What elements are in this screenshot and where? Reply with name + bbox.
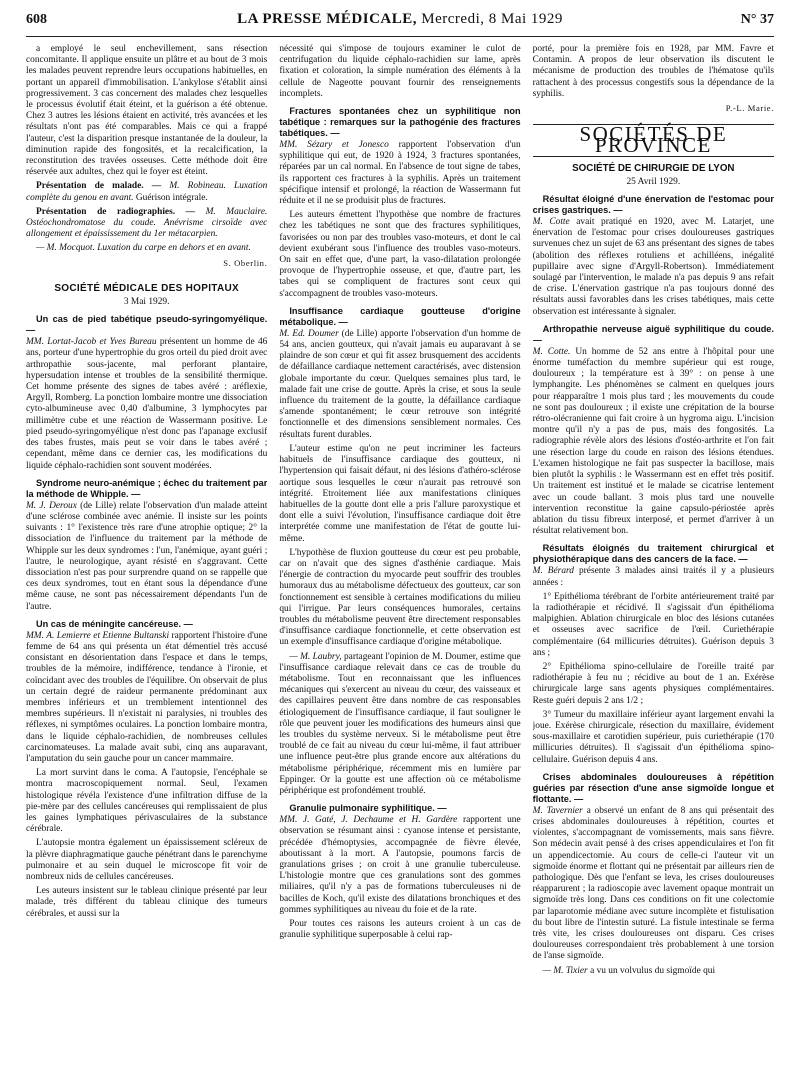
item-author: M. Mauclaire. Ostéochondromatose du coude. Anévrisme cirsoïde avec allongement et épaississement du 1er métacarpien. <box>26 206 268 240</box>
paragraph: La mort survint dans le coma. A l'autopsie, l'encéphale se montra macroscopiquement normal. Seul, l'examen histologique révéla l'existence d'une infiltration diffuse de la pie-mère par des cellules cancéreuses qui remplissaient de plus les gaines lymphatiques périvasculaires de la substance cérébrale. <box>26 768 268 835</box>
paragraph: Les auteurs insistent sur le tableau clinique présenté par leur malade, très différent du tableau clinique des tumeurs cérébrales, et aussi sur la <box>26 886 268 919</box>
signature: P.-L. Marie. <box>725 103 774 114</box>
article-body <box>279 329 520 441</box>
article-authors: M. Bérard <box>532 566 574 577</box>
paragraph: nécessité qui s'impose de toujours examiner le culot de centrifugation du liquide céphalo-rachidien sur lame, après fixation et coloration, la simple numération des éléments à la cellule de Nageotte pouvant fournir des renseignements incomplets. <box>279 44 521 99</box>
article-text: rapportent l'histoire d'une femme de 64 ans qui présenta un état démentiel très accusé consistant en désorientation dans l'espace et dans le temps, troubles de la mémoire, indifférence, tendance à l'ironie, et coïncidant avec des troubles de l'équilibre. On observait de plus un certain degré de raideur permanente prédominant aux membres inférieurs et un tremblement intentionnel des membres supérieurs. Il n'existait ni paralysies, ni troubles des réflexes, ni symptômes oculaires. La ponction lombaire montra, dans le liquide céphalo-rachidien, de nombreuses cellules carcinomateuses. La malade avait subi, cinq ans auparavant, l'amputation du sein gauche pour un cancer mammaire. <box>26 630 268 764</box>
article-title: Résultat éloigné d'une énervation de l'estomac pour crises gastriques. — <box>532 194 774 216</box>
column-3 <box>533 44 774 1078</box>
section-heading: SOCIÉTÉS DE PROVINCE <box>579 122 728 158</box>
article-body <box>26 337 267 471</box>
article-text: partageant l'opinion de M. Doumer, estime que l'insuffisance cardiaque relevait dans ce cas de trouble du métabolisme. Tout en reconnaissant que les influences mécaniques qui s'exercent au niveau du cœur, des vaisseaux et des capillaires peuvent être dans nombre de cas responsables étiologiquement de l'insuffisance cardiaque, il faut souligner le rôle que peuvent jouer les modifications des humeurs ainsi que les troubles du système nerveux. Si le métabolisme peut être troublé de ce fait au niveau du cœur lui-même, il faut attribuer une influence peut-être plus grande encore aux altérations du métabolisme périphérique, récemment mis en lumière par Eppinger. Or la goutte est une affection où ce métabolisme périphérique est profondément troublé. <box>279 651 521 796</box>
paragraph <box>26 207 267 241</box>
list-item: 3° Tumeur du maxillaire inférieur ayant largement envahi la joue. Exérèse chirurgicale, résection du maxillaire, évidement sous-maxillaire et carotidien supérieur, puis curiethérapie (170 millicuries détruites). Il s'agissait d'un épithélioma spino-cellulaire. Guérison depuis 4 ans. <box>532 709 774 765</box>
journal-title: LA PRESSE MÉDICALE, <box>237 11 418 27</box>
column-2 <box>279 44 520 1078</box>
article-body <box>26 631 267 765</box>
subsection-date: 25 Avril 1929. <box>626 176 681 187</box>
paragraph: L'hypothèse de fluxion goutteuse du cœur est peu probable, car on n'avait que des signes d'asthénie cardiaque. Mais l'énergie de contraction du myocarde peut souffrir des troubles humoraux dus au métabolisme défectueux des goutteux, car son fonctionnement est sensible à certaines modifications du milieu qui l'irrigue. Par leurs conséquences humorales, certains troubles du métabolisme peuvent être directement responsables d'insuffisance cardiaque fonctionnelle, et cette observation est un exemple d'insuffisance cardiaque d'origine métabolique. <box>279 547 521 648</box>
paragraph <box>26 181 267 203</box>
columns <box>26 44 774 1078</box>
list-item: 1° Epithélioma térébrant de l'orbite antérieurement traité par la radiothérapie et récidivé. Il s'agissait d'un épithélioma malpighien. Ablation chirurgicale en bloc des lésions cutanées et osseuses avec sacrifice de l'œil. Curiethérapie complémentaire (64 millicuries détruites). Guérison depuis 3 ans ; <box>532 591 774 658</box>
article-authors: M. Ed. Doumer <box>279 328 339 339</box>
article-authors: MM. A. Lemierre et Etienne Bultanski <box>26 630 170 641</box>
article-authors: MM. Lortat-Jacob et Yves Bureau <box>26 337 157 348</box>
paragraph <box>279 652 520 798</box>
issue-number: N° 37 <box>740 12 774 27</box>
item-author: M. Robineau. Luxation complète du genou en avant. <box>26 181 268 203</box>
paragraph: L'auteur estime qu'on ne peut incriminer les facteurs habituels de l'insuffisance cardiaque des goutteux, ni l'hypertension qui faisait défaut, ni des lésions d'athéro-sclérose aortique sous lesquelles le cœur n'aurait pas retrouvé son intégrité. Etroitement liée aux manifestations cliniques habituelles de la goutte dont elle a pris l'allure paroxystique et dont elle a suivi l'évolution, l'insuffisance cardiaque doit être interprétée comme une manifestation de l'état de goutte lui-même. <box>279 443 521 544</box>
article-text: a vu un volvulus du sigmoïde qui <box>587 965 716 976</box>
issue-date: Mercredi, 8 Mai 1929 <box>421 11 563 27</box>
article-body <box>279 140 520 207</box>
article-body <box>533 217 774 318</box>
article-body <box>533 347 774 537</box>
subsection-title: SOCIÉTÉ DE CHIRURGIE DE LYON <box>572 162 735 174</box>
article-body <box>533 566 774 588</box>
section-date: 3 Mai 1929. <box>123 297 170 308</box>
article-text: présentent un homme de 46 ans, porteur d'une hypertrophie du gros orteil du pied droit avec arthropathie sous-jacente, mal perforant plantaire, hypersudation intense et troubles de la sensibilité thermique. Cet homme présente des signes de tabes avéré : aréflexie, Argyll, Romberg. La ponction lombaire montre une dissociation cyto-albumineuse avec 0,40 d'albumine, 3 lymphocytes par millimètre cube et une réaction de Wassermann positive. Le pied pseudo-syringomyélique n'est donc pas l'apanage exclusif des tabes frustes, mais peut se voir dans le tabes avéré ; cependant, même dans ce dernier cas, les modifications du liquide céphalo-rachidien sont souvent modérées. <box>26 337 268 471</box>
article-authors: M. Cotte <box>532 217 570 228</box>
article-text: rapportent une observation se résumant ainsi : cyanose intense et persistante, précédée d'hémoptysies, accompagnée de fièvre élevée, aboutissant à la mort. A l'autopsie, poumons farcis de granulations grises ; on croit à une granulie tuberculeuse. L'histologie montre que ces granulations sont des gommes miliaires, qu'il n'y a pas de formations tuberculeuses ni de bacilles de Koch, qu'il existe des dilatations bronchiques et des gommes syphilitiques au niveau du foie et de la rate. <box>279 815 521 915</box>
article-title: Arthropathie nerveuse aiguë syphilitique du coude. — <box>532 323 774 345</box>
article-authors: M. Tavernier <box>532 805 583 816</box>
article-title: Syndrome neuro-anémique ; échec du traitement par la méthode de Whipple. — <box>26 477 268 499</box>
article-text: (de Lille) relate l'observation d'un malade atteint d'une sclérose combinée avec anémie. Il insiste sur les points suivants : 1° l'existence très rare d'une atrophie optique; 2° la dissociation de l'influence du traitement par la méthode de Whipple sur les deux syndromes : l'un, l'anémique, ayant guéri ; l'autre, le neurologique, ayant résisté en s'aggravant. Cette dissociation n'est pas pour surprendre quand on se rappelle que ces deux syndromes, tout en étant sous la dépendance d'une même cause, ne sont pas nécessairement dépendants l'un de l'autre. <box>26 500 268 612</box>
page-number: 608 <box>26 12 47 27</box>
article-title: Insuffisance cardiaque goutteuse d'origine métabolique. — <box>279 305 521 327</box>
article-text: (de Lille) apporte l'observation d'un homme de 54 ans, ancien goutteux, qui n'avait jamais eu auparavant à se plaindre de son cœur et qui fit assez brusquement des accidents de défaillance cardiaque nettement caractérisés, avec distension globale importante du cœur. Quelques semaines plus tard, le malade fait une crise de goutte. Après la crise, et sous la seule influence du traitement de la goutte, la défaillance cardiaque s'amende spontanément; le cœur retrouve son intégrité fonctionnelle et des dimensions sensiblement normales. Ces résultats furent durables. <box>279 328 521 440</box>
item-lead: Présentation de malade. — <box>36 181 162 192</box>
paragraph: a employé le seul enchevillement, sans résection concomitante. Il applique ensuite un plâtre et au bout de 3 mois les malades peuvent reprendre leurs occupations habituelles, en portant un appareil d'immobilisation. L'ankylose s'établit ainsi progressivement. 3 cas concernent des malades chez lesquelles le processus évolutif était éteint, et la guérison a été obtenue. Chez 3 autres les lésions étaient en activité, très avancées et les résultats n'ont pas été comparables. Mais ce qui a frappé l'auteur, c'est la disparition presque instantanée de la douleur, la diminution rapide des fongosités, et la recalcification, la reconstitution des travées osseuses. Cette méthode doit être réservée aux adultes, chez qui le foyer est éteint. <box>26 44 268 178</box>
article-text: présente 3 malades ainsi traités il y a plusieurs années : <box>532 566 774 588</box>
article-text: a observé un enfant de 8 ans qui présentait des crises abdominales douloureuses à répétition, courtes et violentes, s'accompagnant de vomissements, mais sans fièvre. Son médecin avait pensé à des crises appendiculaires et l'on fit un appendicectomie. Au cours de celle-ci l'auteur vit un sigmoïde énorme et flottant qui ne présentait par ailleurs rien de pathologique. Dès que l'enfant se leva, les crises douloureuses réapparurent ; la radioscopie avec lavement opaque montrait un sigmoïde très long. Dans ces conditions on fit une colectomie par laparotomie médiane avec suture incomplète et fistulisation du bout libre de l'intestin suturé. La fistule intestinale se ferma très vite, les crises douloureuses ont disparu. Ces crises douloureuses correspondaient très probablement à une torsion de l'anse sigmoïde. <box>532 805 774 962</box>
article-title: Fractures spontanées chez un syphilitique non tabétique : remarques sur la pathogénie des fractures tabétiques. — <box>279 106 521 139</box>
article-body <box>26 501 267 613</box>
article-authors: M. Cotte. <box>532 346 571 357</box>
article-body <box>279 815 520 916</box>
running-header <box>26 8 774 37</box>
article-authors: — M. Laubry, <box>289 651 342 662</box>
article-text: rapportent l'observation d'un syphilitique qui eut, de 1920 à 1924, 3 fractures spontanées, réparées par un cal normal. En l'absence de tout signe de tabes, ils rapportent ces fractures à la syphilis. Après un traitement spécifique intensif et prolongé, la réaction de Wassermann fut réduite et il ne se produisit plus de fractures. <box>279 140 521 207</box>
article-title: Granulie pulmonaire syphilitique. — <box>289 803 447 814</box>
article-title: Un cas de méningite cancéreuse. — <box>36 618 193 629</box>
province-banner <box>533 124 774 156</box>
article-title: Crises abdominales douloureuses à répétition guéries par résection d'une anse sigmoïde longue et flottante. — <box>532 771 774 804</box>
article-text: Un homme de 52 ans entre à l'hôpital pour une énorme tuméfaction du membre supérieur qui est rouge, douloureux ; la température est à 39° : on pense à une lymphangite. Les phénomènes se calment en quelques jours pour réapparaître 1 mois plus tard ; les mouvements du coude ne sont pas douloureux ; il existe une crépitation de la bourse rétro-olécranienne qui fait croire à un hygroma aigu. L'incision montre qu'il n'y a pas de pus, mais des fongosités. La radiographie révèle alors des lésions d'ostéo-arthrite et l'on fait une résection large du coude en raison des lésions étendues. L'examen histologique ne fait pas suspecter la bacillose, mais bien plutôt la syphilis : le Wassermann est en effet très positif. Un traitement est institué et le malade se cicatrise lentement avec un coude ballant. 3 mois plus tard une nouvelle intervention reconstitue la gaine capsulo-périostée après ablation du tissu fibreux interposé, et permet d'arriver à un résultat relativement bon. <box>532 346 774 537</box>
article-title: Un cas de pied tabétique pseudo-syringomyélique. — <box>26 314 268 336</box>
column-1 <box>26 44 267 1078</box>
journal-header <box>26 11 774 28</box>
article-title: Résultats éloignés du traitement chirurgical et physiothérapique dans des cancers de la face. — <box>532 543 774 565</box>
article-text: avait pratiqué en 1920, avec M. Latarjet, une énervation de l'estomac pour crises douloureuses gastriques survenues chez un sujet de 63 ans présentant des signes de tabes (abolition des réflexes rotuliens et achilléens, inégalité pupillaire avec signe d'Argyll-Robertson). Immédiatement soulagé par l'intervention, le malade n'a pas depuis 9 ans refait de crise. L'énervation gastrique n'a pas toujours donné des résultats aussi favorables dans les crises tabétiques, mais cette observation est intéressante à signaler. <box>532 217 774 317</box>
paragraph: porté, pour la première fois en 1928, par MM. Favre et Contamin. A propos de leur observation ils discutent le mécanisme de production des troubles de l'hématose qu'ils rattachent à des processus congestifs sous la dépendance de la syphilis. <box>532 44 774 99</box>
article-authors: M. J. Deroux <box>26 500 77 511</box>
item-text: Guérison intégrale. <box>133 192 208 203</box>
paragraph: — M. Mocquot. Luxation du carpe en dehors et en avant. <box>36 243 251 254</box>
case-list <box>533 592 774 766</box>
paragraph: Les auteurs émettent l'hypothèse que nombre de fractures chez les tabétiques ne sont que des fractures syphilitiques, favorisées ou non par des troubles vaso-moteurs, et dont le cal devient exubérant sous l'influence des troubles vaso-moteurs. On sait en effet que, d'une part, la vaso-dilatation prolongée provoque de l'hypertrophie osseuse, et que, d'autre part, les tabes qui se compliquent de fractures sont ceux qui s'accompagnent de troubles vaso-moteurs. <box>279 210 521 299</box>
article-authors: — M. Tixier <box>542 965 588 976</box>
paragraph: L'autopsie montra également un épaississement scléreux de la plèvre diaphragmatique gauche pénétrant dans le parenchyme pulmonaire et au sein duquel le microscope fit voir de nombreux nids de cellules cancéreuses. <box>26 838 268 882</box>
item-lead: Présentation de radiographies. — <box>36 206 196 217</box>
signature: S. Oberlin. <box>223 257 268 268</box>
article-body <box>533 806 774 963</box>
paragraph <box>533 966 774 977</box>
list-item: 2° Epithélioma spino-cellulaire de l'oreille traité par radiothérapie à feu nu ; récidive au bout de 1 an. Exérèse chirurgicale large sans agents physiques complémentaires. Reste guéri depuis 2 ans 1/2 ; <box>532 661 774 706</box>
article-authors: MM. Sézary et Jonesco <box>279 140 389 151</box>
section-title: SOCIÉTÉ MÉDICALE DES HOPITAUX <box>54 282 239 294</box>
article-authors: MM. J. Gaté, J. Dechaume et H. Gardère <box>279 815 458 826</box>
paragraph: Pour toutes ces raisons les auteurs croient à un cas de granulie syphilitique superposable à celui rap- <box>279 919 521 941</box>
